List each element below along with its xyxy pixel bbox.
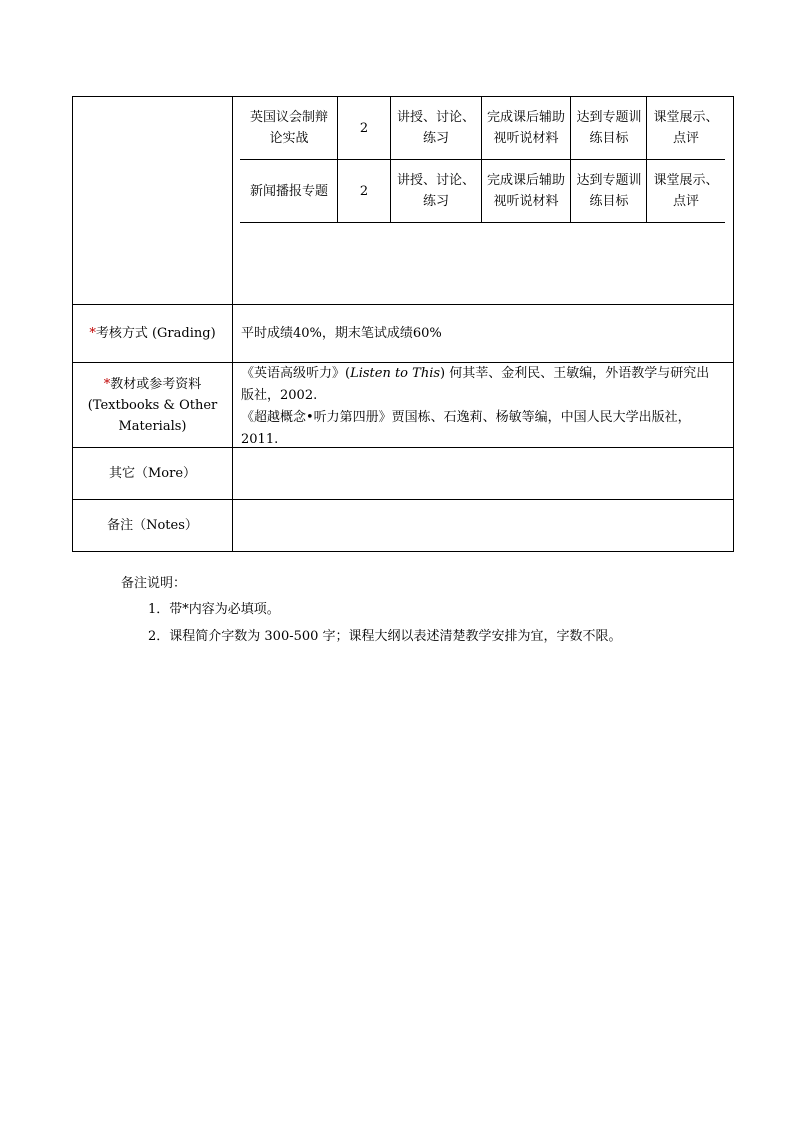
- textbooks-value: [241, 363, 729, 451]
- textbook-1-line-1: [241, 363, 729, 385]
- cell-text: 课堂展示、点评: [653, 173, 719, 209]
- schedule-row-2-homework: [484, 160, 568, 222]
- schedule-row-1-homework: [484, 97, 568, 159]
- schedule-col-divider-5: [646, 96, 647, 223]
- required-star: *: [103, 376, 111, 392]
- schedule-row-2-method: [393, 160, 479, 222]
- textbook-1-title-en: Listen to This: [350, 366, 441, 381]
- textbook-2-line-1: 《超越概念•听力第四册》贾国栋、石逸莉、杨敏等编，中国人民大学出版社，: [241, 410, 691, 425]
- schedule-row-1-method: [393, 97, 479, 159]
- grading-label-text: 考核方式 (Grading): [95, 326, 216, 341]
- cell-text: 讲授、讨论、练习: [396, 110, 475, 146]
- textbooks-label-cn: 教材或参考资料: [110, 376, 202, 392]
- cell-text: 2: [359, 120, 369, 136]
- cell-text: 2: [359, 183, 369, 199]
- schedule-row-1-topic: [246, 97, 332, 159]
- schedule-row-2-assessment: [650, 160, 722, 222]
- more-label: [73, 448, 232, 499]
- more-value: [241, 448, 729, 499]
- schedule-col-divider-4: [570, 96, 571, 223]
- cell-text: 完成课后辅助视听说材料: [486, 110, 565, 146]
- cell-text: 课堂展示、点评: [653, 110, 719, 146]
- cell-text: 达到专题训练目标: [576, 173, 642, 209]
- footer-title: 备注说明：: [121, 576, 187, 591]
- textbook-1-pre: 《英语高级听力》(: [241, 366, 351, 381]
- cell-text: 完成课后辅助视听说材料: [486, 173, 565, 209]
- cell-text: 达到专题训练目标: [576, 110, 642, 146]
- grading-value: [241, 305, 729, 362]
- schedule-col-divider-3: [481, 96, 482, 223]
- notes-label-text: 备注（Notes）: [107, 518, 198, 533]
- required-star: *: [89, 326, 96, 341]
- schedule-row-1-assessment: [650, 97, 722, 159]
- cell-text: 讲授、讨论、练习: [396, 173, 475, 209]
- textbook-1-post: ) 何其莘、金利民、王敏编，外语教学与研究出: [440, 366, 710, 381]
- grading-value-text: 平时成绩40%，期末笔试成绩60%: [241, 326, 442, 341]
- schedule-row-bottom: [240, 222, 725, 223]
- table-border-right: [733, 96, 734, 552]
- textbooks-label-en-2: Materials): [118, 418, 187, 434]
- cell-text: 新闻播报专题: [249, 183, 328, 199]
- textbooks-label: [73, 363, 232, 447]
- notes-label: [73, 500, 232, 551]
- schedule-row-2-topic: [246, 160, 332, 222]
- cell-text: 英国议会制辩论实战: [249, 110, 328, 146]
- more-label-text: 其它（More）: [108, 466, 197, 481]
- schedule-row-2-goal: [574, 160, 644, 222]
- schedule-row-1-hours: [338, 97, 390, 159]
- table-border-bottom: [72, 551, 734, 552]
- table-column-divider: [232, 96, 233, 552]
- textbook-1-line-2: 版社，2002.: [241, 388, 318, 403]
- textbook-2-line-2: 2011.: [241, 432, 279, 447]
- footer-item-1: 1．带*内容为必填项。: [148, 602, 280, 617]
- grading-label: [73, 305, 232, 362]
- notes-value: [241, 500, 729, 551]
- schedule-row-2-hours: [338, 160, 390, 222]
- schedule-row-1-goal: [574, 97, 644, 159]
- footer-item-2: 2．课程简介字数为 300-500 字；课程大纲以表述清楚教学安排为宜，字数不限。: [148, 629, 622, 644]
- schedule-col-divider-2: [390, 96, 391, 223]
- textbooks-label-en-1: (Textbooks & Other: [87, 397, 218, 413]
